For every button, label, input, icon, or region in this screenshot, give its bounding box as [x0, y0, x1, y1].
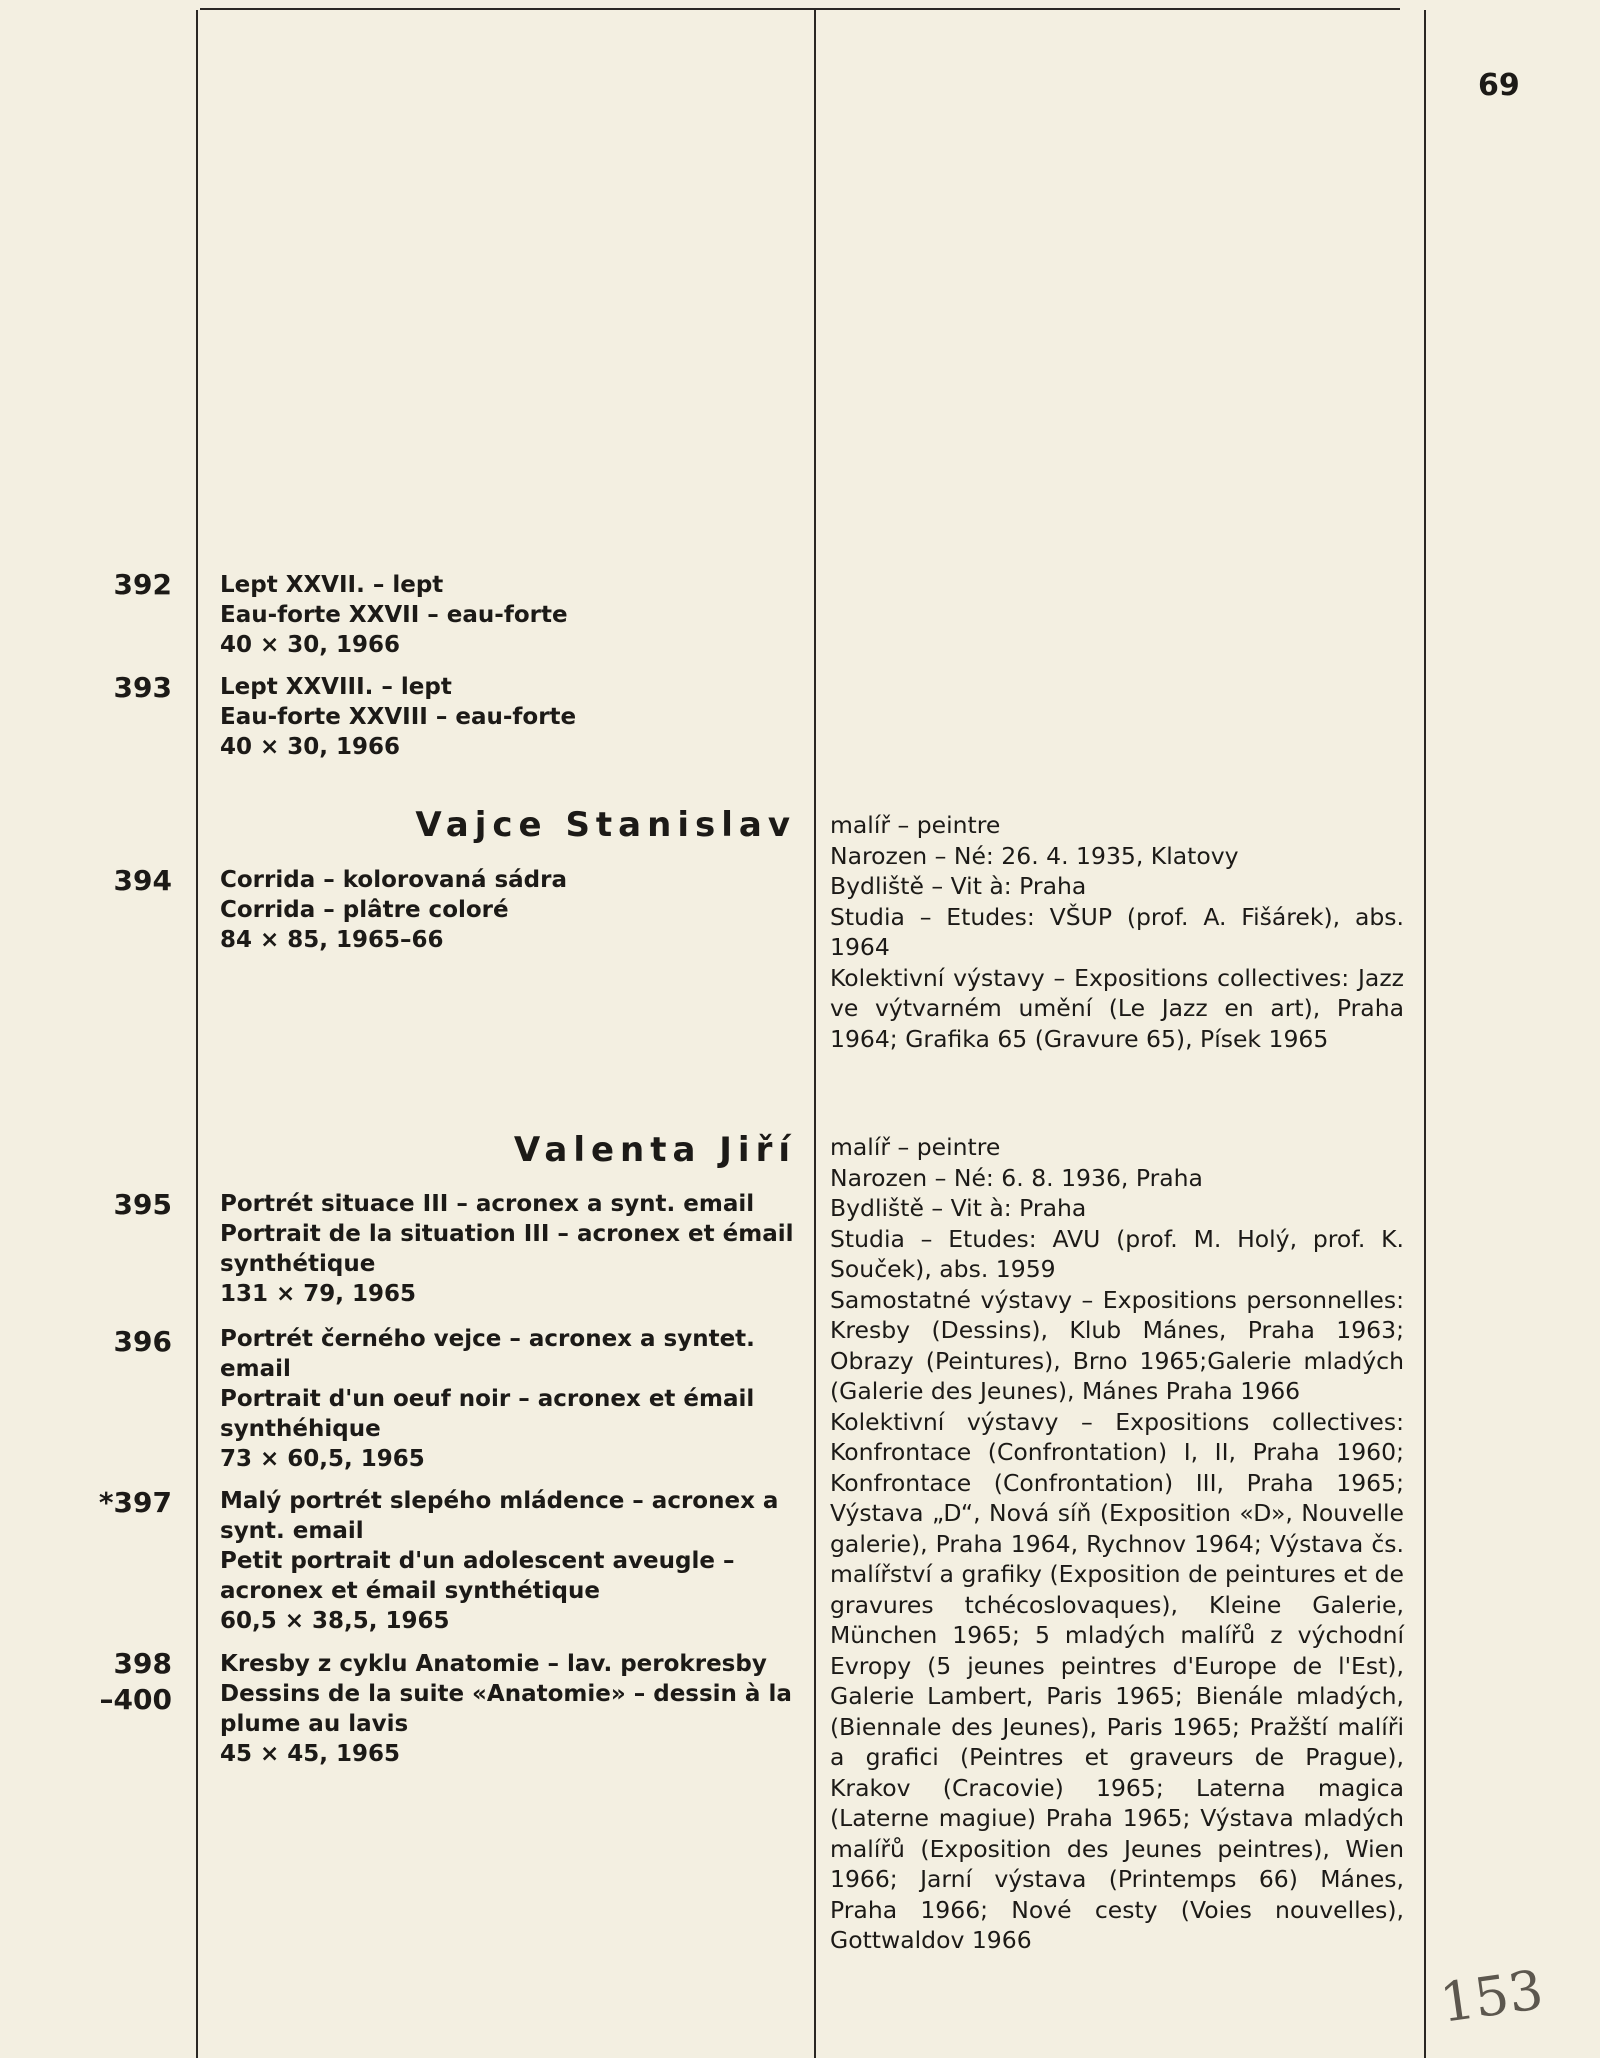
bio-residence: Bydliště – Vit à: Praha — [830, 872, 1087, 900]
work-dimensions: 40 × 30, 1966 — [220, 632, 401, 658]
artist-name: Vajce Stanislav — [415, 805, 796, 845]
work-dimensions: 73 × 60,5, 1965 — [220, 1446, 425, 1472]
work-title-fr: Portrait d'un oeuf noir – acronex et émail synthéhique — [220, 1386, 755, 1442]
catalogue-number: 396 — [113, 1325, 172, 1358]
work-title-fr: Eau-forte XXVIII – eau-forte — [220, 704, 577, 730]
work-title-cz: Portrét situace III – acronex a synt. email — [220, 1191, 755, 1217]
column-rule-1 — [196, 10, 198, 2058]
work-title-fr: Petit portrait d'un adolescent aveugle – acronex et émail synthétique — [220, 1548, 735, 1604]
bio-studies: Studia – Etudes: AVU (prof. M. Holý, prof. K. Souček), abs. 1959 — [830, 1224, 1404, 1283]
bio-group-exhibitions: Kolektivní výstavy – Expositions collectives: Konfrontace (Confrontation) I, II, Praha 1960; Konfrontace (Confrontation) III, Praha 1965; Výstava „D“, Nová síň (Exposition «D», Nouvelle galerie), Praha 1964, Rychnov 1964; Výstava čs. malířství a grafiky (Exposition de peintures et de gravures tchécoslovaques), Kleine Galerie, München 1965; 5 mladých malířů z východní Evropy (5 jeunes peintres d'Europe de l'Est), Galerie Lambert, Paris 1965; Bienále mladých, (Biennale des Jeunes), Paris 1965; Pražští malíři a grafici (Peintres et graveurs de Prague), Krakov (Cracovie) 1965; Laterna magica (Laterne magiue) Praha 1965; Výstava mladých malířů (Exposition des Jeunes peintres), Wien 1966; Jarní výstava (Printemps 66) Mánes, Praha 1966; Nové cesty (Voies nouvelles), Gottwaldov 1966 — [830, 1407, 1404, 1954]
work-title-fr: Eau-forte XXVII – eau-forte — [220, 602, 568, 628]
work-title-cz: Lept XXVIII. – lept — [220, 674, 452, 700]
catalogue-number: 393 — [113, 671, 172, 704]
work-title-cz: Malý portrét slepého mládence – acronex a synt. email — [220, 1488, 779, 1544]
bio-solo-exhibitions: Samostatné výstavy – Expositions personnelles: Kresby (Dessins), Klub Mánes, Praha 1963; Obrazy (Peintures), Brno 1965;Galerie mladých (Galerie des Jeunes), Mánes Praha 1966 — [830, 1285, 1404, 1405]
bio-born: Narozen – Né: 6. 8. 1936, Praha — [830, 1163, 1203, 1192]
work-entry — [220, 1486, 794, 1636]
bio-group-exhibitions: Kolektivní výstavy – Expositions collectives: Jazz ve výtvarném umění (Le Jazz en art), Praha 1964; Grafika 65 (Gravure 65), Písek 1965 — [830, 963, 1404, 1053]
bio-profession: malíř – peintre — [830, 811, 1001, 839]
page-number: 69 — [1478, 68, 1520, 103]
catalogue-number: 394 — [113, 864, 172, 897]
artist-biography — [830, 1132, 1404, 1956]
work-title-fr: Portrait de la situation III – acronex et émail synthétique — [220, 1221, 794, 1277]
work-entry — [220, 570, 794, 660]
work-title-fr: Corrida – plâtre coloré — [220, 897, 509, 923]
catalogue-number-range-end: –400 — [99, 1683, 172, 1716]
work-dimensions: 131 × 79, 1965 — [220, 1281, 417, 1307]
work-entry — [220, 1649, 794, 1769]
top-rule — [200, 8, 1400, 10]
work-entry — [220, 1324, 794, 1474]
artist-biography — [830, 810, 1404, 1054]
catalogue-number: 398 — [113, 1647, 172, 1680]
work-dimensions: 84 × 85, 1965–66 — [220, 927, 444, 953]
work-dimensions: 60,5 × 38,5, 1965 — [220, 1608, 450, 1634]
work-title-cz: Kresby z cyklu Anatomie – lav. perokresby — [220, 1651, 767, 1677]
work-entry — [220, 672, 794, 762]
handwritten-mark: 153 — [1436, 1958, 1547, 2035]
work-title-cz: Lept XXVII. – lept — [220, 572, 444, 598]
catalogue-number: *397 — [98, 1486, 172, 1519]
column-rule-3 — [1424, 10, 1426, 2058]
work-title-fr: Dessins de la suite «Anatomie» – dessin à la plume au lavis — [220, 1681, 792, 1737]
work-entry — [220, 1189, 794, 1309]
bio-profession: malíř – peintre — [830, 1133, 1001, 1161]
work-title-cz: Corrida – kolorovaná sádra — [220, 867, 568, 893]
work-entry — [220, 865, 794, 955]
bio-residence: Bydliště – Vit à: Praha — [830, 1194, 1087, 1222]
bio-born: Narozen – Né: 26. 4. 1935, Klatovy — [830, 841, 1239, 870]
work-dimensions: 45 × 45, 1965 — [220, 1741, 401, 1767]
catalogue-number: 395 — [113, 1188, 172, 1221]
catalogue-number: 392 — [113, 568, 172, 601]
column-rule-2 — [814, 10, 816, 2058]
artist-name: Valenta Jiří — [513, 1130, 796, 1170]
work-title-cz: Portrét černého vejce – acronex a syntet. email — [220, 1326, 755, 1382]
bio-studies: Studia – Etudes: VŠUP (prof. A. Fišárek), abs. 1964 — [830, 902, 1404, 961]
work-dimensions: 40 × 30, 1966 — [220, 734, 401, 760]
